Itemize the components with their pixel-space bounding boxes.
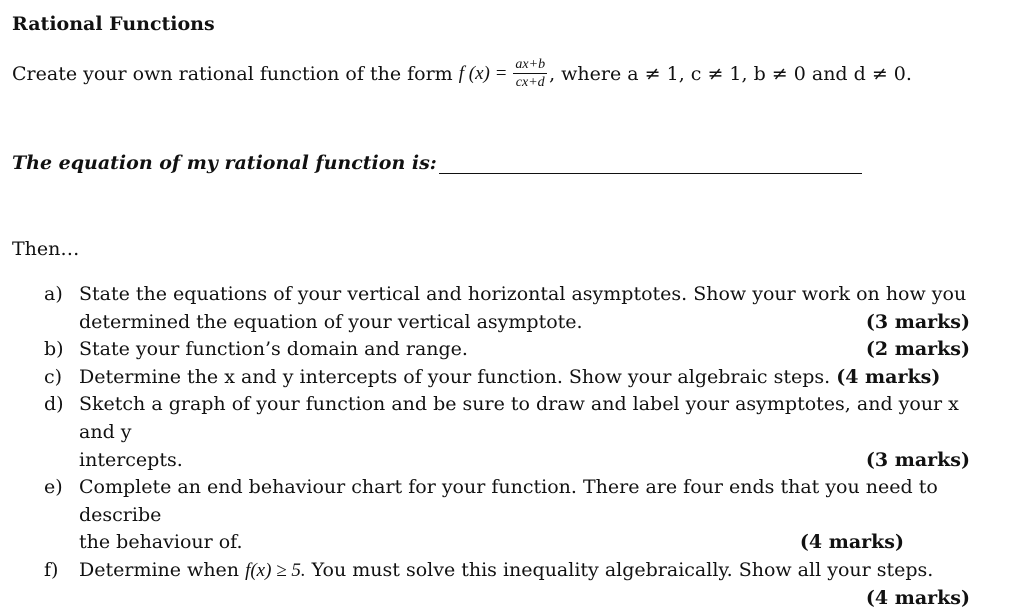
question-letter: f) [44,558,59,581]
question-c [44,364,984,392]
question-letter: c) [44,365,63,388]
intro-statement [12,57,912,90]
question-f [44,557,984,612]
page-title: Rational Functions [12,13,215,35]
equation-prompt-row [12,152,862,174]
intro-comma: , [549,62,556,85]
question-text-line: intercepts. [79,448,183,471]
marks-label: (4 marks) [836,365,941,388]
marks-label: (4 marks) [799,531,904,554]
fraction-denominator: cx+d [515,75,545,90]
question-text-line: Complete an end behaviour chart for your function. There are four ends that you need to describe [79,476,938,526]
question-a [44,281,984,336]
question-text: Determine the x and y intercepts of your function. Show your algebraic steps. [79,365,831,388]
question-letter: b) [44,338,64,361]
question-text: State your function’s domain and range. [79,338,468,361]
intro-suffix: where a ≠ 1, c ≠ 1, b ≠ 0 and d ≠ 0. [555,62,912,85]
question-b [44,336,984,364]
question-letter: d) [44,393,64,416]
question-text-pre: Determine when [79,558,246,581]
question-d [44,391,984,474]
function-notation: f (x) = [458,62,508,84]
fraction-numerator: ax+b [515,57,546,72]
question-letter: a) [44,283,63,305]
marks-label: (4 marks) [865,586,970,609]
marks-label: (3 marks) [865,448,970,471]
equation-answer-blank[interactable] [439,153,862,174]
question-letter: e) [44,476,63,499]
question-text-post: You must solve this inequality algebraically. Show all your steps. [305,558,934,581]
question-e [44,474,984,557]
fraction [513,57,547,90]
question-text-line: Sketch a graph of your function and be sure to draw and label your asymptotes, and your x and y [79,393,959,443]
intro-prefix: Create your own rational function of the form [12,62,459,85]
marks-label: (3 marks) [865,310,970,333]
question-list [44,281,984,612]
question-text-line: the behaviour of. [79,531,243,554]
question-text-line: State the equations of your vertical and horizontal asymptotes. Show your work on how you [79,283,967,305]
marks-label: (2 marks) [865,338,970,361]
inequality: f(x) ≥ 5. [245,559,306,581]
then-label: Then… [12,238,80,260]
question-text-line: determined the equation of your vertical asymptote. [79,310,583,333]
equation-prompt: The equation of my rational function is: [12,152,437,174]
